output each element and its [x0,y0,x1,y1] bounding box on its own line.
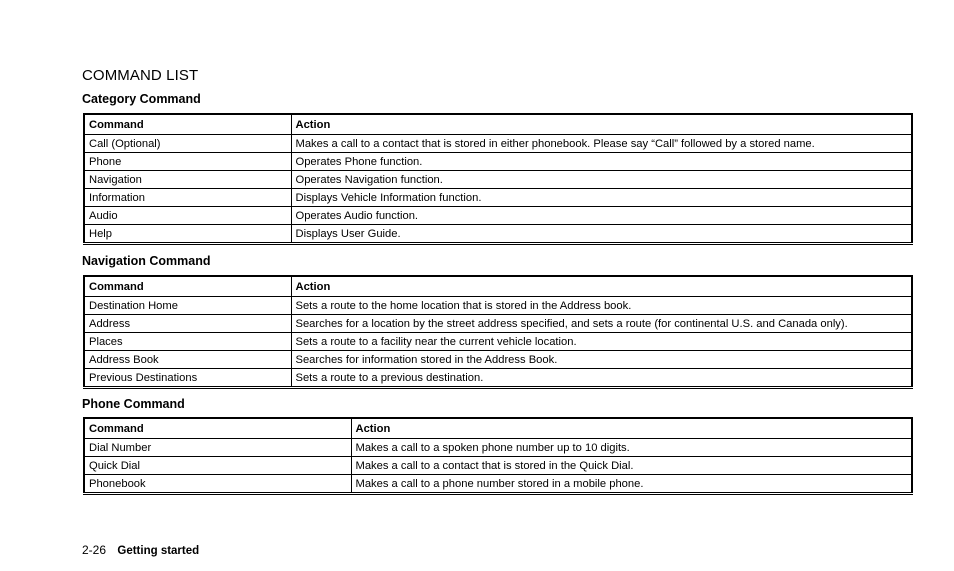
section-heading-phone: Phone Command [82,397,185,411]
table-row [84,475,912,494]
action-cell: Searches for information stored in the Address Book. [291,351,912,369]
command-cell: Navigation [84,171,291,189]
action-cell: Sets a route to a previous destination. [291,369,912,388]
command-cell: Places [84,333,291,351]
table-header-row [84,114,912,135]
column-header-command: Command [84,418,351,439]
section-heading-navigation: Navigation Command [82,254,211,268]
command-cell: Dial Number [84,439,351,457]
table-row [84,369,912,388]
table-row [84,439,912,457]
column-header-action: Action [291,114,912,135]
action-cell: Operates Navigation function. [291,171,912,189]
table-header-row [84,418,912,439]
navigation-command-table [83,275,913,389]
action-cell: Sets a route to the home location that is stored in the Address book. [291,297,912,315]
command-cell: Address Book [84,351,291,369]
command-cell: Address [84,315,291,333]
command-cell: Destination Home [84,297,291,315]
table-row [84,351,912,369]
action-cell: Sets a route to a facility near the current vehicle location. [291,333,912,351]
page-title: COMMAND LIST [82,67,199,84]
table-row [84,135,912,153]
action-cell: Displays Vehicle Information function. [291,189,912,207]
command-cell: Phone [84,153,291,171]
column-header-command: Command [84,276,291,297]
table-row [84,315,912,333]
table-row [84,457,912,475]
command-cell: Previous Destinations [84,369,291,388]
table-row [84,333,912,351]
command-cell: Phonebook [84,475,351,494]
command-cell: Call (Optional) [84,135,291,153]
column-header-action: Action [351,418,912,439]
table-row [84,297,912,315]
command-cell: Audio [84,207,291,225]
footer-section-name: Getting started [117,545,200,557]
table-row [84,189,912,207]
action-cell: Searches for a location by the street address specified, and sets a route (for continental U.S. and Canada only). [291,315,912,333]
action-cell: Operates Audio function. [291,207,912,225]
table-row [84,171,912,189]
page-footer [82,543,199,557]
action-cell: Makes a call to a contact that is stored in the Quick Dial. [351,457,912,475]
page-number: 2-26 [82,543,107,557]
table-row [84,207,912,225]
column-header-command: Command [84,114,291,135]
category-command-table [83,113,913,245]
column-header-action: Action [291,276,912,297]
command-cell: Quick Dial [84,457,351,475]
action-cell: Makes a call to a phone number stored in a mobile phone. [351,475,912,494]
action-cell: Displays User Guide. [291,225,912,244]
action-cell: Makes a call to a contact that is stored in either phonebook. Please say “Call” followed by a stored name. [291,135,912,153]
action-cell: Makes a call to a spoken phone number up to 10 digits. [351,439,912,457]
section-heading-category: Category Command [82,92,201,106]
table-header-row [84,276,912,297]
command-cell: Help [84,225,291,244]
action-cell: Operates Phone function. [291,153,912,171]
table-row [84,153,912,171]
table-row [84,225,912,244]
command-cell: Information [84,189,291,207]
phone-command-table [83,417,913,495]
